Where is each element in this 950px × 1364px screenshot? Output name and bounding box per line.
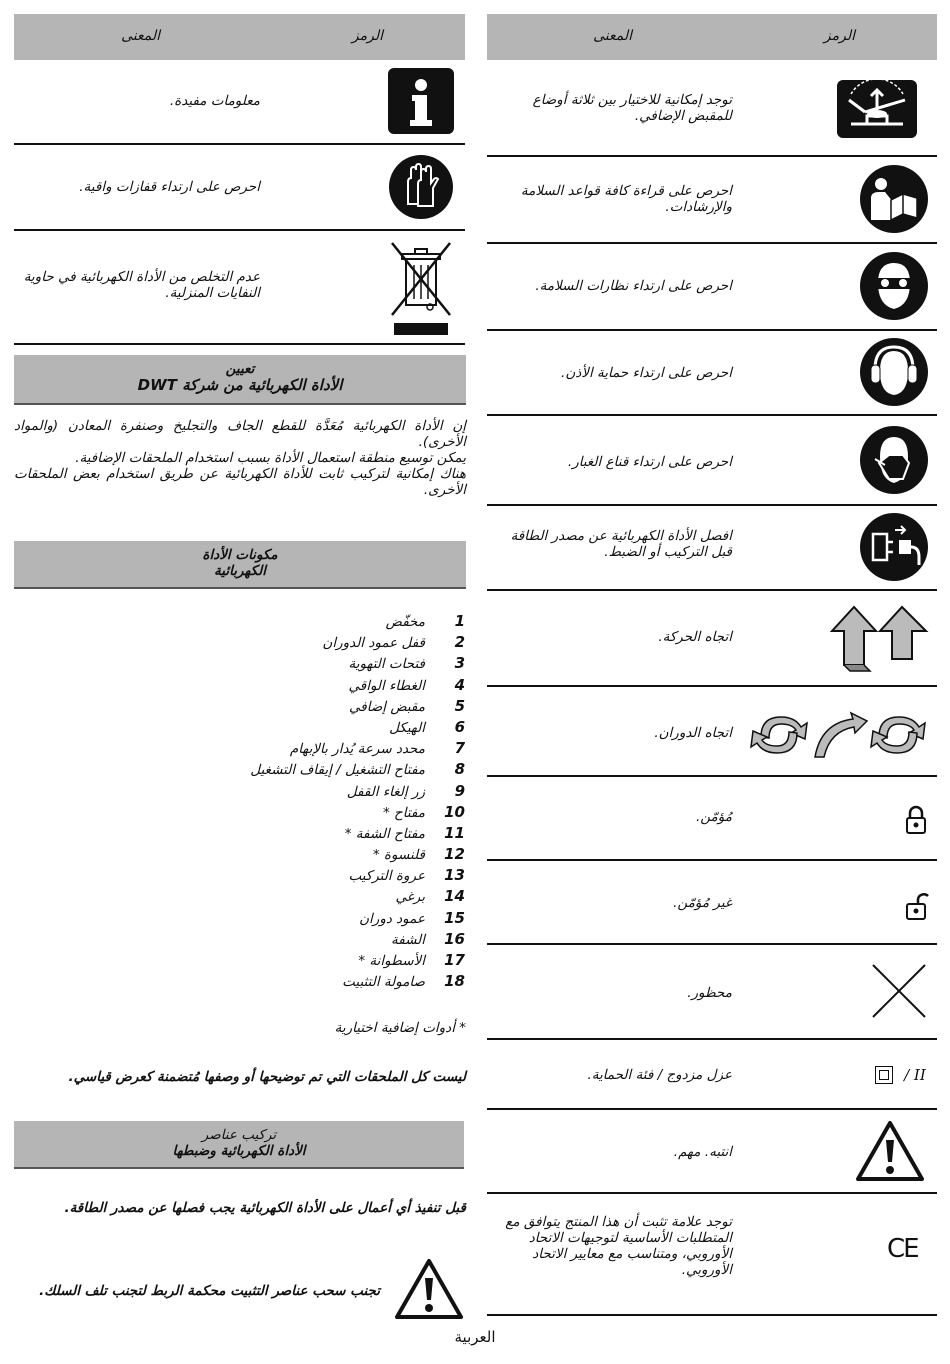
right-row-unlocked: [487, 861, 937, 945]
left-row-text: عدم التخلص من الأداة الكهربائية في حاوية النفايات المنزلية.: [23, 269, 260, 301]
left-col-symbol: الرمز: [351, 28, 383, 44]
designation-p2: يمكن توسيع منطقة استعمال الأداة بسبب استخدام الملحقات الإضافية.: [75, 450, 466, 466]
double-insulation-icon: [875, 1064, 926, 1086]
right-row-attention: [487, 1110, 937, 1194]
right-row-goggles: [487, 244, 937, 331]
parts-list: [205, 611, 465, 992]
right-row-text: اتجاه الحركة.: [658, 629, 732, 645]
list-item: 4الغطاء الواقي: [348, 675, 465, 694]
unplug-icon: [859, 512, 929, 582]
right-table-header: [487, 14, 937, 60]
movement-arrows-icon: [830, 603, 930, 675]
dust-mask-icon: [859, 425, 929, 495]
right-row-text: احرص على ارتداء حماية الأذن.: [561, 365, 732, 381]
designation-p3: هناك إمكانية لتركيب ثابت للأداة الكهربائية عن طريق استخدام بعض الملحقات الأخرى.: [14, 466, 466, 498]
right-row-insulation: [487, 1040, 937, 1110]
rotation-arrows-icon: [749, 707, 929, 761]
crossed-bin-icon: [388, 241, 454, 337]
right-row-text: توجد علامة تثبت أن هذا المنتج يتوافق مع المتطلبات الأساسية لتوجيهات الاتحاد الأوروبي، ومتناسب مع معايير الاتحاد الأوروبي.: [505, 1214, 732, 1278]
designation-title: [14, 355, 466, 405]
list-item: 9زر إلغاء القفل: [346, 781, 465, 800]
read-manual-icon: [859, 164, 929, 234]
safety-goggles-icon: [859, 251, 929, 321]
list-item: 3فتحات التهوية: [348, 654, 465, 673]
right-row-text: احرص على ارتداء قناع الغبار.: [567, 454, 732, 470]
right-row-text: احرص على قراءة كافة قواعد السلامة والإرشادات.: [520, 183, 732, 215]
right-row-prohibited: [487, 945, 937, 1040]
components-title-line1: مكونات الأداة: [202, 547, 278, 563]
page-language-footer: العربية: [454, 1328, 496, 1346]
gloves-icon: [388, 154, 454, 220]
warning-triangle-icon: [394, 1258, 464, 1320]
list-item: 5مقبض إضافي: [349, 696, 465, 715]
assembly-warning1: قبل تنفيذ أي أعمال على الأداة الكهربائية يجب فصلها عن مصدر الطاقة.: [64, 1200, 466, 1216]
handle-positions-icon: [837, 80, 917, 138]
lock-open-icon: [905, 891, 929, 921]
right-row-text: عزل مزدوج / فئة الحماية.: [587, 1067, 732, 1083]
right-row-text: توجد إمكانية للاختيار بين ثلاثة أوضاع للمقبض الإضافي.: [532, 92, 732, 124]
optional-note: * أدوات إضافية اختيارية: [334, 1020, 466, 1036]
list-item: 18صامولة التثبيت: [342, 972, 465, 991]
right-row-ce: [487, 1194, 937, 1316]
accessories-note: ليست كل الملحقات التي تم توضيحها أو وصفها مُتضمنة كعرض قياسي.: [68, 1069, 466, 1085]
right-row-text: غير مُؤمّن.: [673, 895, 732, 911]
list-item: 8مفتاح التشغيل / إيقاف التشغيل: [250, 760, 465, 779]
lock-closed-icon: [905, 805, 927, 835]
right-row-dust: [487, 416, 937, 506]
right-row-text: مُؤمّن.: [695, 809, 732, 825]
list-item: 11مفتاح الشفة *: [344, 823, 465, 842]
right-row-locked: [487, 777, 937, 861]
right-row-manual: [487, 157, 937, 244]
right-row-text: انتبه. مهم.: [673, 1144, 732, 1160]
list-item: 17الأسطوانة *: [358, 951, 465, 969]
right-row-unplug: [487, 506, 937, 591]
right-row-movement: [487, 591, 937, 687]
list-item: 14برغي: [395, 887, 465, 906]
designation-title-line1: تعيين: [225, 361, 255, 377]
right-row-text: احرص على ارتداء نظارات السلامة.: [535, 278, 732, 294]
right-row-text: افصل الأداة الكهربائية عن مصدر الطاقة قبل التركيب أو الضبط.: [510, 528, 732, 560]
left-table-header: [14, 14, 465, 60]
left-row-info: [14, 60, 465, 145]
list-item: 2قفل عمود الدوران: [322, 633, 465, 652]
protection-class-label: II /: [904, 1065, 926, 1084]
designation-title-line2: الأداة الكهربائية من شركة DWT: [137, 376, 343, 394]
ce-mark-icon: CE: [887, 1234, 918, 1264]
left-row-disposal: [14, 231, 465, 345]
list-item: 1مخفّض: [385, 612, 465, 630]
components-title-line2: الكهربائية: [214, 563, 266, 579]
list-item: 6الهيكل: [389, 717, 465, 736]
list-item: 7محدد سرعة يُدار بالإبهام: [289, 739, 465, 758]
assembly-title-line1: تركيب عناصر: [201, 1127, 277, 1143]
assembly-warning2: تجنب سحب عناصر التثبيت محكمة الربط لتجنب تلف السلك.: [39, 1283, 380, 1299]
right-row-handle: [487, 60, 937, 157]
right-col-meaning: المعنى: [593, 28, 632, 44]
components-title: [14, 541, 466, 589]
list-item: 15عمود دوران: [359, 908, 465, 927]
list-item: 13عروة التركيب: [348, 866, 465, 885]
assembly-title: [14, 1121, 464, 1169]
left-col-meaning: المعنى: [121, 28, 160, 44]
right-col-symbol: الرمز: [823, 28, 855, 44]
left-row-gloves: [14, 145, 465, 231]
designation-p1: إن الأداة الكهربائية مُعَدَّة للقطع الجاف والتجليخ وصنفرة المعادن (والمواد الأخرى).: [14, 418, 466, 450]
right-row-ear: [487, 331, 937, 416]
assembly-title-line2: الأداة الكهربائية وضبطها: [172, 1143, 306, 1159]
right-row-text: اتجاه الدوران.: [654, 725, 732, 741]
left-row-text: احرص على ارتداء قفازات واقية.: [79, 179, 260, 195]
ear-protection-icon: [859, 337, 929, 407]
list-item: 10مفتاح *: [382, 802, 465, 821]
warning-triangle-icon: [855, 1120, 925, 1182]
list-item: 16الشفة: [391, 929, 465, 948]
designation-text: [14, 418, 466, 498]
right-row-rotation: [487, 687, 937, 777]
left-row-text: معلومات مفيدة.: [169, 93, 260, 109]
info-icon: [388, 68, 454, 134]
cross-icon: [869, 961, 929, 1021]
list-item: 12قلنسوة *: [372, 845, 465, 864]
right-row-text: محظور.: [687, 985, 732, 1001]
